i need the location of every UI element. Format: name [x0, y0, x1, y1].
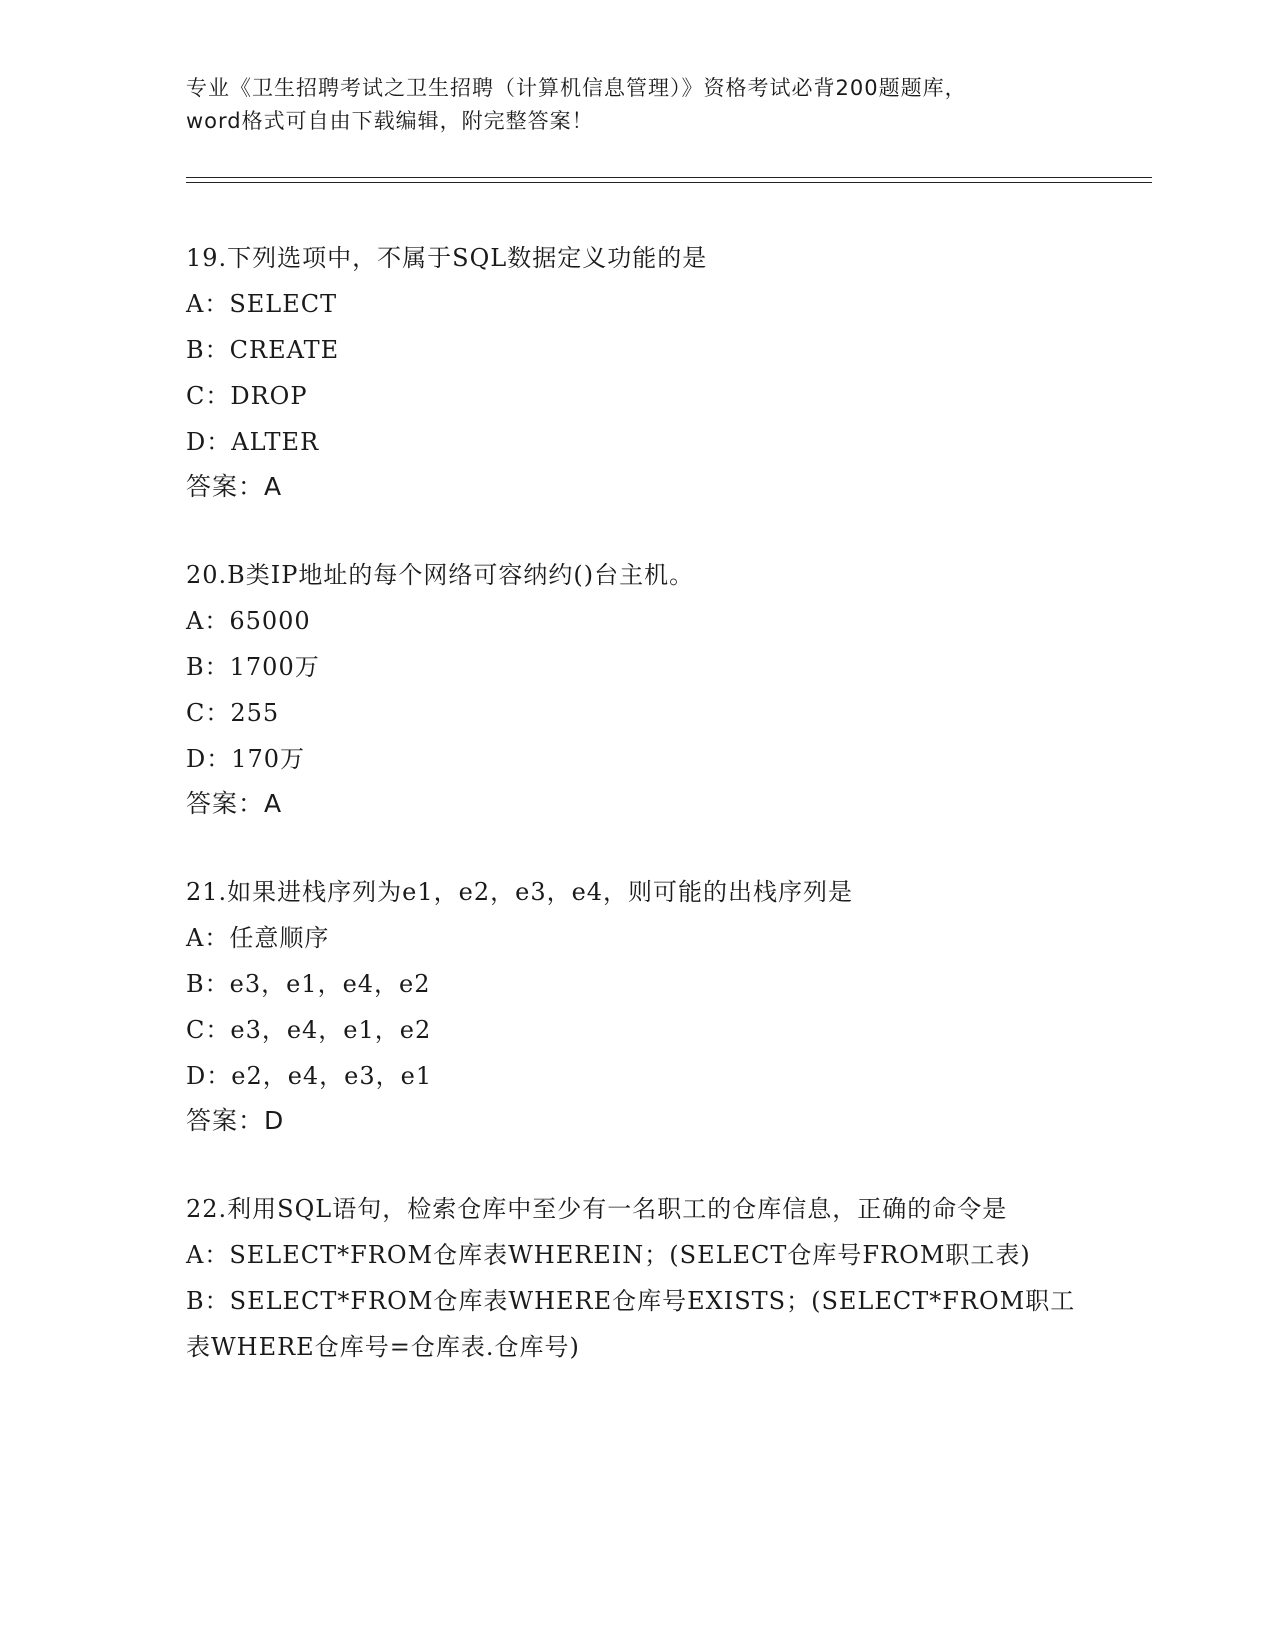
answer-text: 答案：D — [186, 1106, 285, 1135]
option-c: C：e3，e4，e1，e2 — [186, 1016, 432, 1044]
option-b: B：e3，e1，e4，e2 — [186, 970, 431, 998]
question-title: 19.下列选项中，不属于SQL数据定义功能的是 — [186, 244, 708, 272]
header-title-line-2: word格式可自由下载编辑，附完整答案！ — [186, 109, 594, 133]
question-19 — [186, 235, 1086, 509]
document-header — [186, 72, 1076, 138]
option-a: A：SELECT*FROM仓库表WHEREIN；(SELECT仓库号FROM职工表) — [186, 1241, 1031, 1269]
option-d: D：e2，e4，e3，e1 — [186, 1062, 433, 1090]
question-20 — [186, 552, 1086, 826]
header-title-line-1: 专业《卫生招聘考试之卫生招聘（计算机信息管理）》资格考试必背200题题库， — [186, 76, 967, 100]
option-d: D：170万 — [186, 745, 306, 773]
header-divider-bottom — [186, 182, 1152, 183]
option-b: B：CREATE — [186, 336, 340, 364]
option-a: A：SELECT — [186, 290, 338, 318]
header-divider-top — [186, 177, 1152, 178]
option-c: C：DROP — [186, 382, 308, 410]
question-title: 22.利用SQL语句，检索仓库中至少有一名职工的仓库信息，正确的命令是 — [186, 1195, 1008, 1223]
question-title: 20.B类IP地址的每个网络可容纳约()台主机。 — [186, 561, 695, 589]
option-c: C：255 — [186, 699, 280, 727]
answer-text: 答案：A — [186, 789, 283, 818]
answer-text: 答案：A — [186, 472, 283, 501]
question-title: 21.如果进栈序列为e1，e2，e3，e4，则可能的出栈序列是 — [186, 878, 854, 906]
question-21 — [186, 869, 1086, 1143]
question-22 — [186, 1186, 1086, 1370]
option-b: B：SELECT*FROM仓库表WHERE仓库号EXISTS；(SELECT*FROM职工表WHERE仓库号=仓库表.仓库号) — [186, 1287, 1076, 1361]
option-b: B：1700万 — [186, 653, 320, 681]
question-list — [186, 235, 1086, 1413]
option-d: D：ALTER — [186, 428, 320, 456]
option-a: A：65000 — [186, 607, 311, 635]
option-a: A：任意顺序 — [186, 924, 330, 952]
